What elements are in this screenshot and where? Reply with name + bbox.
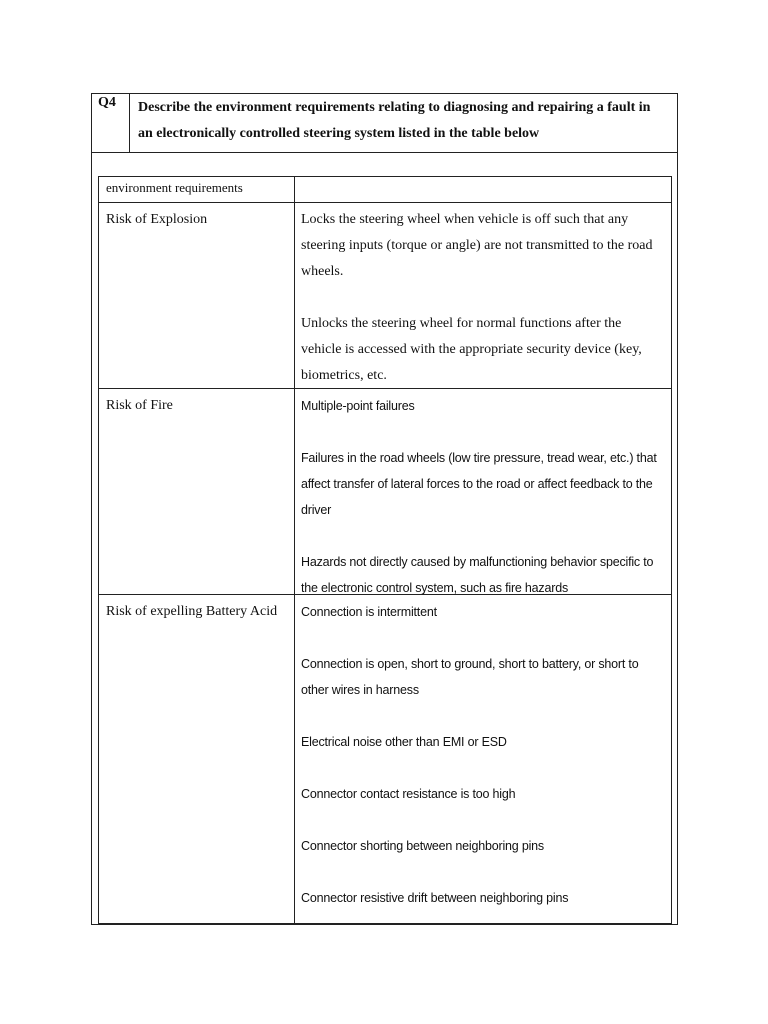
question-number: Q4 (92, 94, 130, 152)
table-header-row (99, 177, 671, 203)
row-paragraph: Connection is intermittent (301, 605, 437, 619)
table-row-battery-acid (99, 595, 671, 925)
question-box (91, 93, 678, 925)
header-left-cell: environment requirements (99, 177, 295, 202)
requirements-table (98, 176, 672, 924)
header-right-cell (295, 177, 671, 202)
row-label: Risk of Explosion (99, 203, 295, 388)
table-row-fire (99, 389, 671, 595)
row-paragraph: Hazards not directly caused by malfunctioning behavior specific to the electronic control system, such as fire hazards (301, 555, 654, 595)
question-text: Describe the environment requirements relating to diagnosing and repairing a fault in an electronically controlled steering system listed in the table below (138, 100, 651, 141)
row-paragraph: Connection is open, short to ground, short to battery, or short to other wires in harness (301, 657, 639, 697)
table-row-explosion (99, 203, 671, 389)
row-paragraph: Electrical noise other than EMI or ESD (301, 735, 507, 749)
row-paragraph: Connector contact resistance is too high (301, 787, 516, 801)
row-content (295, 595, 671, 925)
row-paragraph: Multiple-point failures (301, 399, 415, 413)
row-label: Risk of Fire (99, 389, 295, 594)
row-content (295, 203, 671, 388)
row-paragraph: Connector shorting between neighboring pins (301, 839, 544, 853)
row-paragraph: Failures in the road wheels (low tire pressure, tread wear, etc.) that affect transfer of lateral forces to the road or affect feedback to the driver (301, 451, 657, 517)
row-label: Risk of expelling Battery Acid (99, 595, 295, 925)
question-header (92, 94, 677, 153)
row-content (295, 389, 671, 594)
row-paragraph: Locks the steering wheel when vehicle is off such that any steering inputs (torque or angle) are not transmitted to the road wheels. (301, 212, 653, 279)
row-paragraph: Unlocks the steering wheel for normal functions after the vehicle is accessed with the appropriate security device (key, biometrics, etc. (301, 316, 642, 383)
row-paragraph: Connector resistive drift between neighboring pins (301, 891, 569, 905)
